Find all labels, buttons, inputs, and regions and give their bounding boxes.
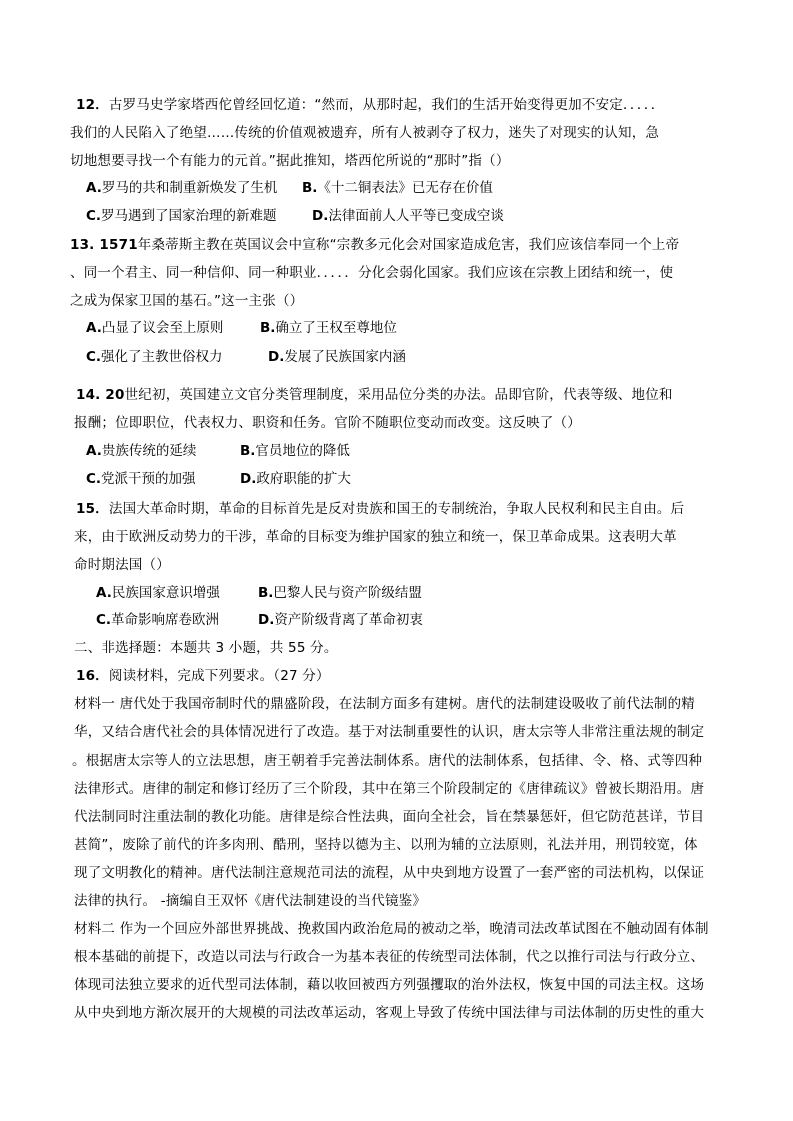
q14-option-a[interactable]: A.贵族传统的延续 [86, 443, 197, 459]
material-1-line: 甚简”，废除了前代的许多肉刑、酷刑，坚持以德为主、以刑为辅的立法原则，礼法并用，刑罚较宽，体 [74, 837, 698, 853]
material-1-line: 。根据唐太宗等人的立法思想，唐王朝着手完善法制体系。唐代的法制体系，包括律、令、格、式等四种 [72, 753, 703, 769]
q16-prompt-line: 16．阅读材料，完成下列要求。（27 分） [76, 668, 330, 684]
q14-line-1: 14. 20世纪初，英国建立文官分类管理制度，采用品位分类的办法。品即官阶，代表等级、地位和 [76, 387, 673, 403]
q13-line-3: 之成为保家卫国的基石。”这一主张（） [70, 293, 304, 309]
q15-line-3: 命时期法国（） [74, 557, 170, 573]
q12-option-a[interactable]: A.罗马的共和制重新焕发了生机 [86, 180, 278, 196]
q13-number: 13. 1571 [70, 237, 138, 253]
material-2-line: 材料二 作为一个回应外部世界挑战、挽救国内政治危局的被动之举，晚清司法改革试图在不触动固有体制 [74, 921, 709, 937]
q13-option-b[interactable]: B.确立了王权至尊地位 [260, 320, 397, 336]
q15-option-c[interactable]: C.革命影响席卷欧洲 [96, 612, 220, 628]
q15-option-a[interactable]: A.民族国家意识增强 [96, 585, 220, 601]
material-2-line: 体现司法独立要求的近代型司法体制，藉以收回被西方列强攫取的治外法权，恢复中国的司法主权。这场 [74, 977, 705, 993]
section-2-heading: 二、非选择题：本题共 3 小题，共 55 分。 [74, 640, 338, 656]
material-2-line: 根本基础的前提下，改造以司法与行政合一为基本表征的传统型司法体制，代之以推行司法与行政分立、 [74, 949, 705, 965]
material-1-line: 华，又结合唐代社会的具体情况进行了改造。基于对法制重要性的认识，唐太宗等人非常注重法规的制定 [74, 724, 705, 740]
q15-line-1: 15．法国大革命时期，革命的目标首先是反对贵族和国王的专制统治，争取人民权利和民主自由。后 [76, 501, 685, 517]
q14-line-2: 报酬；位即职位，代表权力、职资和任务。官阶不随职位变动而改变。这反映了（） [74, 415, 581, 431]
q13-line-2: 、同一个君主、同一种信仰、同一种职业．．．．．分化会弱化国家。我们应该在宗教上团结和统一，使 [70, 265, 674, 281]
q15-line-2: 来，由于欧洲反动势力的干涉，革命的目标变为维护国家的独立和统一，保卫革命成果。这表明大革 [74, 529, 677, 545]
q15-option-b[interactable]: B.巴黎人民与资产阶级结盟 [258, 585, 422, 601]
q15-number: 15． [76, 501, 109, 517]
q13-option-d[interactable]: D.发展了民族国家内涵 [268, 349, 406, 365]
q14-option-d[interactable]: D.政府职能的扩大 [240, 471, 351, 487]
q13-option-a[interactable]: A.凸显了议会至上原则 [86, 320, 224, 336]
q12-number: 12． [76, 97, 109, 113]
q12-line-2: 我们的人民陷入了绝望……传统的价值观被遗弃，所有人被剥夺了权力，迷失了对现实的认知，急 [70, 125, 660, 141]
q13-line-1: 13. 1571年桑蒂斯主教在英国议会中宣称“宗教多元化会对国家造成危害，我们应该信奉同一个上帝 [70, 237, 680, 253]
material-1-line: 材料一 唐代处于我国帝制时代的鼎盛阶段，在法制方面多有建树。唐代的法制建设吸收了前代法制的精 [74, 696, 695, 712]
q14-option-c[interactable]: C.党派干预的加强 [86, 471, 196, 487]
q16-number: 16． [76, 668, 109, 684]
q12-option-c[interactable]: C.罗马遇到了国家治理的新难题 [86, 208, 277, 224]
material-1-line: 法律形式。唐律的制定和修订经历了三个阶段，其中在第三个阶段制定的《唐律疏议》曾被长期沿用。唐 [74, 781, 705, 797]
q12-line-3: 切地想要寻找一个有能力的元首。”据此推知，塔西佗所说的“那时”指（） [70, 153, 510, 169]
material-1-source-line: 法律的执行。 -摘编自王双怀《唐代法制建设的当代镜鉴》 [74, 893, 427, 909]
q14-option-b[interactable]: B.官员地位的降低 [240, 443, 350, 459]
q15-option-d[interactable]: D.资产阶级背离了革命初衷 [258, 612, 423, 628]
material-1-line: 现了文明教化的精神。唐代法制注意规范司法的流程，从中央到地方设置了一套严密的司法机构，以保证 [74, 865, 705, 881]
q12-option-b[interactable]: B.《十二铜表法》已无存在价值 [302, 180, 493, 196]
q13-option-c[interactable]: C.强化了主教世俗权力 [86, 349, 223, 365]
material-1-line: 代法制同时注重法制的教化功能。唐律是综合性法典，面向全社会，旨在禁暴惩奸，但它防范甚详，节目 [74, 809, 705, 825]
q14-number: 14. 20 [76, 387, 125, 403]
material-2-line: 从中央到地方渐次展开的大规模的司法改革运动，客观上导致了传统中国法律与司法体制的历史性的重大 [74, 1005, 705, 1021]
q12-option-d[interactable]: D.法律面前人人平等已变成空谈 [312, 208, 504, 224]
q12-line-1: 12．古罗马史学家塔西佗曾经回忆道：“然而，从那时起，我们的生活开始变得更加不安定．．．．． [76, 97, 665, 113]
